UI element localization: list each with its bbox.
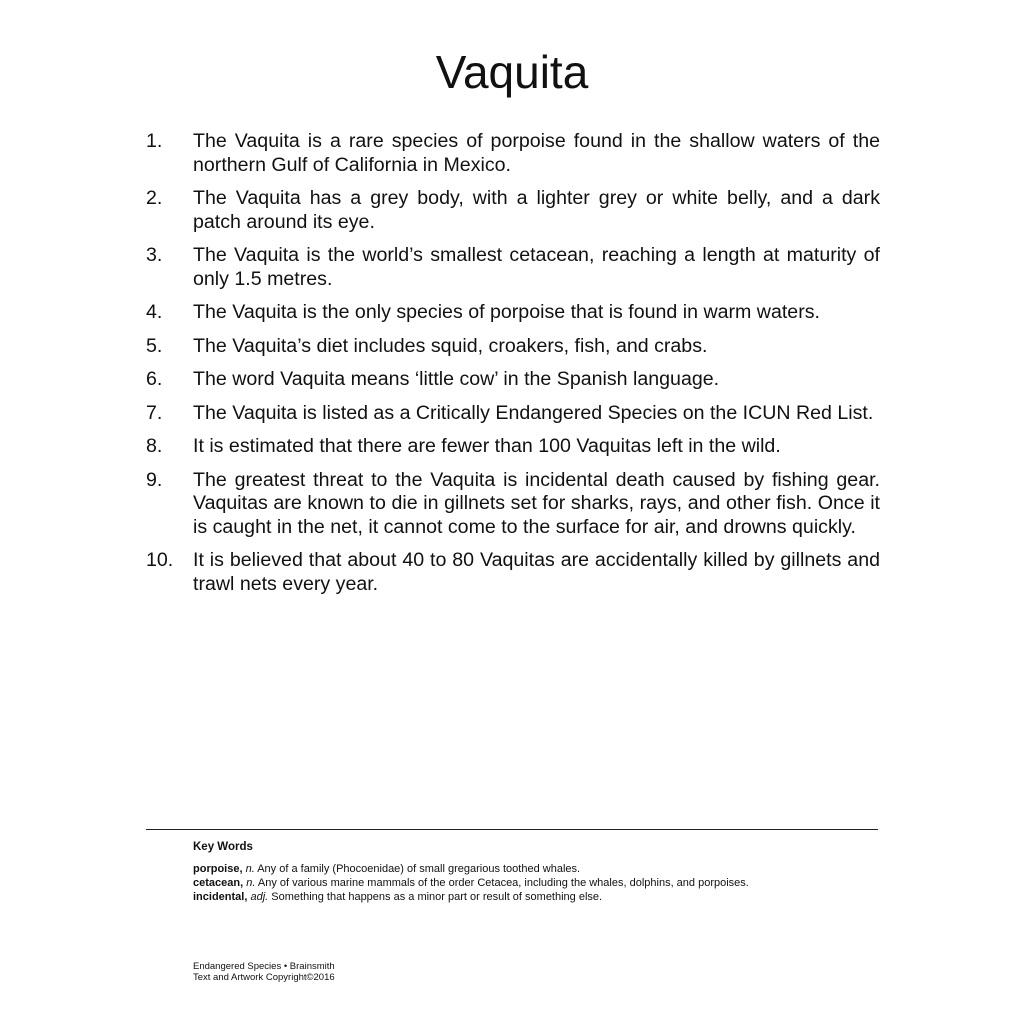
- key-word-term: porpoise,: [193, 863, 243, 875]
- fact-number: 5.: [146, 334, 163, 357]
- list-item: [146, 435, 880, 459]
- footer-copyright: Text and Artwork Copyright©2016: [193, 972, 335, 983]
- list-item: [146, 244, 880, 291]
- fact-text: The word Vaquita means ‘little cow’ in the Spanish language.: [193, 368, 720, 390]
- key-word-term: cetacean,: [193, 877, 244, 889]
- key-word-entry: [193, 876, 883, 890]
- key-words-section: [193, 840, 883, 904]
- key-word-definition: Any of various marine mammals of the order Cetacea, including the whales, dolphins, and porpoises.: [257, 877, 749, 889]
- fact-text: The Vaquita is the only species of porpoise that is found in warm waters.: [193, 301, 820, 323]
- fact-text: The Vaquita has a grey body, with a lighter grey or white belly, and a dark patch around its eye.: [193, 187, 880, 233]
- fact-text: The greatest threat to the Vaquita is incidental death caused by fishing gear. Vaquitas are known to die in gillnets set for sharks, rays, and other fish. Once it is caught in the net, it cannot come to the surface for air, and drowns quickly.: [193, 468, 880, 538]
- fact-number: 7.: [146, 401, 163, 424]
- list-item: [146, 301, 880, 325]
- fact-text: It is estimated that there are fewer than 100 Vaquitas left in the wild.: [193, 435, 781, 457]
- fact-text: It is believed that about 40 to 80 Vaquitas are accidentally killed by gillnets and trawl nets every year.: [193, 549, 880, 595]
- footer-series: Endangered Species • Brainsmith: [193, 961, 335, 972]
- page-title: Vaquita: [435, 46, 589, 98]
- list-item: [146, 549, 880, 596]
- fact-text: The Vaquita’s diet includes squid, croakers, fish, and crabs.: [193, 334, 708, 357]
- fact-number: 2.: [146, 187, 163, 209]
- fact-number: 6.: [146, 368, 163, 390]
- fact-text: The Vaquita is listed as a Critically Endangered Species on the ICUN Red List.: [193, 401, 874, 424]
- key-word-part-of-speech: n.: [245, 863, 255, 875]
- list-item: [146, 402, 880, 426]
- fact-number: 4.: [146, 301, 163, 323]
- list-item: [146, 187, 880, 234]
- fact-number: 10.: [146, 549, 174, 571]
- fact-number: 3.: [146, 244, 163, 266]
- key-word-term: incidental,: [193, 891, 248, 903]
- fact-number: 1.: [146, 130, 163, 152]
- facts-list: [146, 130, 880, 606]
- footer: [193, 961, 335, 983]
- key-words-heading: Key Words: [193, 841, 253, 853]
- fact-number: 9.: [146, 468, 163, 491]
- list-item: [146, 335, 880, 359]
- fact-text: The Vaquita is a rare species of porpoise found in the shallow waters of the northern Gulf of California in Mexico.: [193, 130, 880, 176]
- key-word-part-of-speech: n.: [246, 877, 256, 889]
- key-word-part-of-speech: adj.: [250, 891, 269, 903]
- divider: [146, 829, 878, 830]
- key-word-definition: Any of a family (Phocoenidae) of small gregarious toothed whales.: [257, 863, 581, 875]
- list-item: [146, 130, 880, 177]
- fact-text: The Vaquita is the world’s smallest cetacean, reaching a length at maturity of only 1.5 metres.: [193, 244, 880, 290]
- key-word-definition: Something that happens as a minor part or result of something else.: [271, 891, 603, 903]
- list-item: [146, 469, 880, 540]
- list-item: [146, 368, 880, 392]
- key-word-entry: [193, 890, 883, 904]
- key-word-entry: [193, 862, 883, 876]
- fact-number: 8.: [146, 435, 163, 457]
